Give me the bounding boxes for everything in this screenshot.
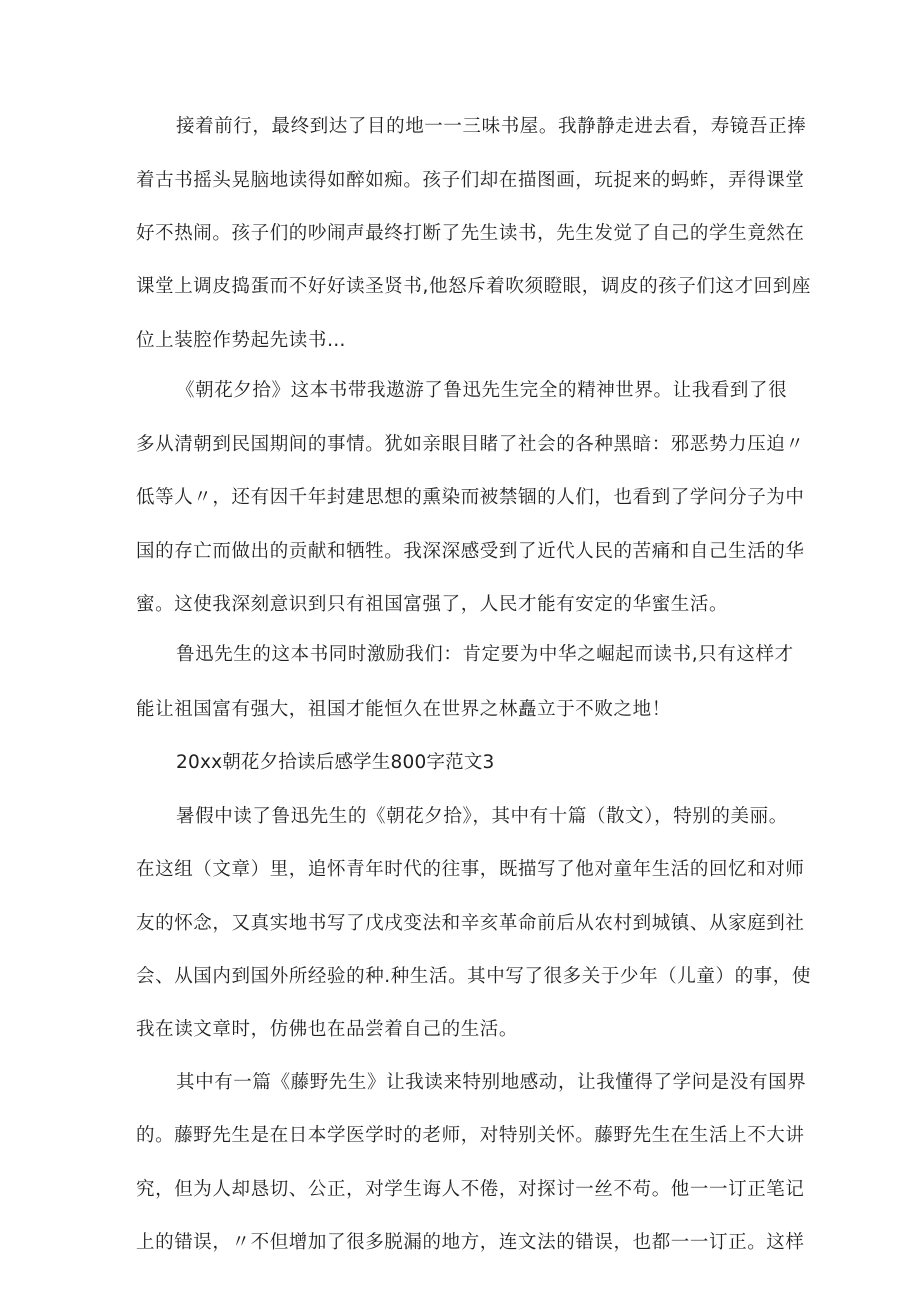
text-line: 国的存亡而做出的贡献和牺牲。我深深感受到了近代人民的苦痛和自己生活的华 bbox=[136, 541, 805, 562]
text-line: 究，但为人却恳切、公正，对学生诲人不倦，对探讨一丝不苟。他一一订正笔记 bbox=[136, 1179, 805, 1200]
text-line: 上的错误，〃不但增加了很多脱漏的地方，连文法的错误，也都一一订正。这样 bbox=[136, 1232, 805, 1253]
text-line: 好不热闹。孩子们的吵闹声最终打断了先生读书，先生发觉了自己的学生竟然在 bbox=[136, 223, 805, 244]
text-line: 的。藤野先生是在日本学医学时的老师，对特别关怀。藤野先生在生活上不大讲 bbox=[136, 1125, 805, 1146]
text-line: 友的怀念，又真实地书写了戊戌变法和辛亥革命前后从农村到城镇、从家庭到社 bbox=[136, 913, 805, 934]
text-line: 其中有一篇《藤野先生》让我读来特别地感动，让我懂得了学问是没有国界 bbox=[176, 1072, 807, 1093]
text-line: 《朝花夕拾》这本书带我遨游了鲁迅先生完全的精神世界。让我看到了很 bbox=[176, 380, 788, 401]
section-heading: 20xx朝花夕拾读后感学生800字范文3 bbox=[176, 752, 495, 773]
text-line: 暑假中读了鲁迅先生的《朝花夕拾》，其中有十篇（散文），特别的美丽。 bbox=[176, 806, 788, 827]
text-line: 能让祖国富有强大，祖国才能恒久在世界之林矗立于不败之地！ bbox=[136, 699, 671, 720]
text-line: 着古书摇头晃脑地读得如醉如痴。孩子们却在描图画，玩捉来的蚂蚱，弄得课堂 bbox=[136, 170, 805, 191]
text-line: 在这组（文章）里，追怀青年时代的往事，既描写了他对童年生活的回忆和对师 bbox=[136, 859, 805, 880]
text-line: 我在读文章时，仿佛也在品尝着自己的生活。 bbox=[136, 1019, 519, 1040]
text-line: 会、从国内到国外所经验的种.种生活。其中写了很多关于少年（儿童）的事，使 bbox=[136, 966, 811, 987]
text-line: 位上装腔作势起先读书… bbox=[136, 330, 347, 351]
text-line: 低等人〃，还有因千年封建思想的熏染而被禁锢的人们，也看到了学问分子为中 bbox=[136, 487, 805, 508]
text-line: 鲁迅先生的这本书同时激励我们：肯定要为中华之崛起而读书,只有这样才 bbox=[176, 644, 794, 665]
text-line: 课堂上调皮捣蛋而不好好读圣贤书,他怒斥着吹须瞪眼，调皮的孩子们这才回到座 bbox=[136, 276, 811, 297]
text-line: 多从清朝到民国期间的事情。犹如亲眼目睹了社会的各种黑暗：邪恶势力压迫〃 bbox=[136, 434, 805, 455]
text-line: 接着前行，最终到达了目的地一一三味书屋。我静静走进去看，寿镜吾正捧 bbox=[176, 116, 807, 137]
text-line: 蜜。这使我深刻意识到只有祖国富强了，人民才能有安定的华蜜生活。 bbox=[136, 594, 729, 615]
